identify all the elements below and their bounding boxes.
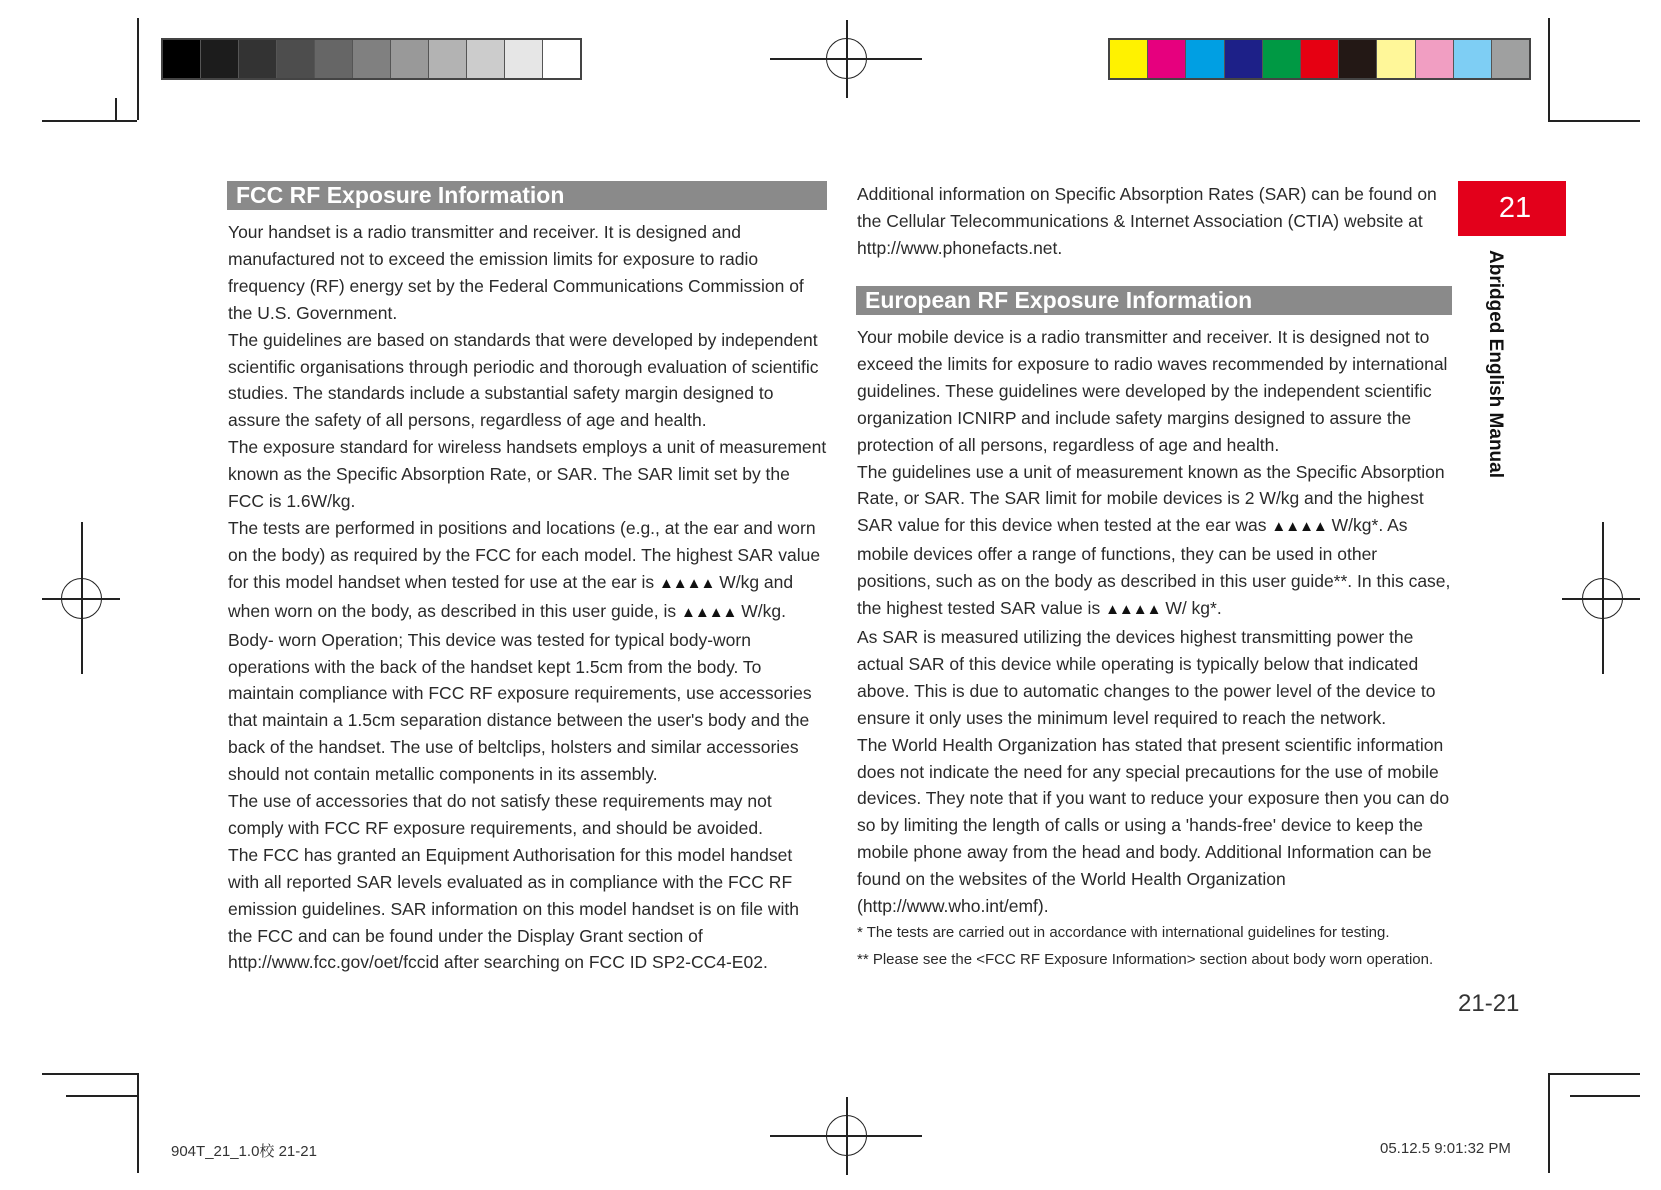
sar-placeholder-icon: ▲▲▲▲ <box>1271 518 1327 536</box>
fcc-body <box>228 219 828 976</box>
footnote: ** Please see the <FCC RF Exposure Information> section about body worn operation. <box>857 950 1434 968</box>
text-run: The tests are performed in positions and locations (e.g., at the ear and worn on the body) as required by the FCC for each model. The highest SAR value for this model handset when tested for use at the ear is <box>228 517 821 592</box>
fcc-paragraph: Your handset is a radio transmitter and receiver. It is designed and manufactured not to exceed the emission limits for exposure to radio frequency (RF) energy set by the Federal Communications Commission of the U.S. Government. <box>228 222 804 323</box>
text-run: W/kg and when worn on the body, as described in this user guide, is <box>228 571 794 621</box>
european-body <box>857 324 1454 974</box>
ctia-paragraph: Additional information on Specific Absorption Rates (SAR) can be found on the Cellular Telecommunications & Internet Association (CTIA) website at http://www.phonefacts.net. <box>857 184 1437 258</box>
fcc-heading: FCC RF Exposure Information <box>227 181 827 210</box>
european-heading: European RF Exposure Information <box>856 286 1452 315</box>
process-color-bar <box>1108 38 1531 80</box>
color-swatch <box>467 40 505 78</box>
sar-placeholder-icon: ▲▲▲▲ <box>681 603 737 621</box>
color-swatch <box>391 40 429 78</box>
color-swatch <box>1110 40 1148 78</box>
color-swatch <box>429 40 467 78</box>
sar-placeholder-icon: ▲▲▲▲ <box>1105 601 1161 619</box>
eu-paragraph: Your mobile device is a radio transmitter and receiver. It is designed not to exceed the limits for exposure to radio waves recommended by international guidelines. These guidelines were developed by the independent scientific organization ICNIRP and include safety margins designed to assure the protection of all persons, regardless of age and health. <box>857 327 1448 455</box>
text-run: The guidelines use a unit of measurement known as the Specific Absorption Rate, or SAR. The SAR limit for mobile devices is 2 W/kg and the highest SAR value for this device when tested at the ear was <box>857 461 1445 536</box>
color-swatch <box>277 40 315 78</box>
text-run: W/ kg*. <box>1160 598 1222 619</box>
color-swatch <box>163 40 201 78</box>
color-swatch <box>543 40 580 78</box>
fcc-paragraph-sar <box>228 515 828 627</box>
fcc-paragraph: The exposure standard for wireless handsets employs a unit of measurement known as the Specific Absorption Rate, or SAR. The SAR limit set by the FCC is 1.6W/kg. <box>228 437 827 512</box>
color-swatch <box>201 40 239 78</box>
footer-timestamp: 05.12.5 9:01:32 PM <box>1380 1140 1511 1157</box>
color-swatch <box>1416 40 1454 78</box>
color-swatch <box>239 40 277 78</box>
color-swatch <box>353 40 391 78</box>
color-swatch <box>505 40 543 78</box>
text-run: W/kg. <box>736 600 786 621</box>
side-label: Abridged English Manual <box>1485 250 1506 479</box>
eu-paragraph: The World Health Organization has stated that present scientific information does not indicate the need for any special precautions for the use of mobile devices. They note that if you want to reduce your exposure then you can do so by limiting the length of calls or using a 'hands-free' device to keep the mobile phone away from the head and body. Additional Information can be found on the websites of the World Health Organization (http://www.who.int/emf). <box>857 734 1450 917</box>
fcc-paragraph: The guidelines are based on standards that were developed by independent scientific organisations through periodic and thorough evaluation of scientific studies. The standards include a substantial safety margin designed to assure the safety of all persons, regardless of age and health. <box>228 329 819 431</box>
color-swatch <box>1454 40 1492 78</box>
color-swatch <box>1301 40 1339 78</box>
chapter-tab: 21 <box>1458 181 1566 236</box>
eu-paragraph: As SAR is measured utilizing the devices highest transmitting power the actual SAR of this device while operating is typically below that indicated above. This is due to automatic changes to the power level of the device to ensure it only uses the minimum level required to reach the network. <box>857 626 1436 728</box>
page-number: 21-21 <box>1458 990 1520 1017</box>
color-swatch <box>1148 40 1186 78</box>
footnote: * The tests are carried out in accordance with international guidelines for testing. <box>857 923 1390 941</box>
color-swatch <box>1225 40 1263 78</box>
footer-file-label: 904T_21_1.0校 21-21 <box>171 1143 317 1160</box>
fcc-paragraph: The use of accessories that do not satisfy these requirements may not comply with FCC RF exposure requirements, and should be avoided. <box>228 791 772 838</box>
color-swatch <box>1339 40 1377 78</box>
color-swatch <box>1263 40 1301 78</box>
grayscale-color-bar <box>161 38 582 80</box>
text-run: W/kg*. As mobile devices offer a range of functions, they can be used in other positions, such as on the body as described in this user guide**. In this case, the highest tested SAR value is <box>857 515 1451 619</box>
color-swatch <box>1492 40 1529 78</box>
fcc-paragraph: Body- worn Operation; This device was tested for typical body-worn operations with the back of the handset kept 1.5cm from the body. To maintain compliance with FCC RF exposure requirements, use accessories that maintain a 1.5cm separation distance between the user's body and the back of the handset. The use of beltclips, holsters and similar accessories should not contain metallic components in its assembly. <box>228 629 812 785</box>
sar-placeholder-icon: ▲▲▲▲ <box>658 574 715 592</box>
eu-paragraph-sar <box>857 459 1454 624</box>
fcc-paragraph: The FCC has granted an Equipment Authorisation for this model handset with all reported SAR levels evaluated as in compliance with the FCC RF emission guidelines. SAR information on this model handset is on file with the FCC and can be found under the Display Grant section of http://www.fcc.gov/oet/fccid after searching on FCC ID SP2-CC4-E02. <box>228 844 799 973</box>
color-swatch <box>1186 40 1224 78</box>
color-swatch <box>315 40 353 78</box>
ctia-intro <box>857 181 1442 262</box>
color-swatch <box>1377 40 1415 78</box>
